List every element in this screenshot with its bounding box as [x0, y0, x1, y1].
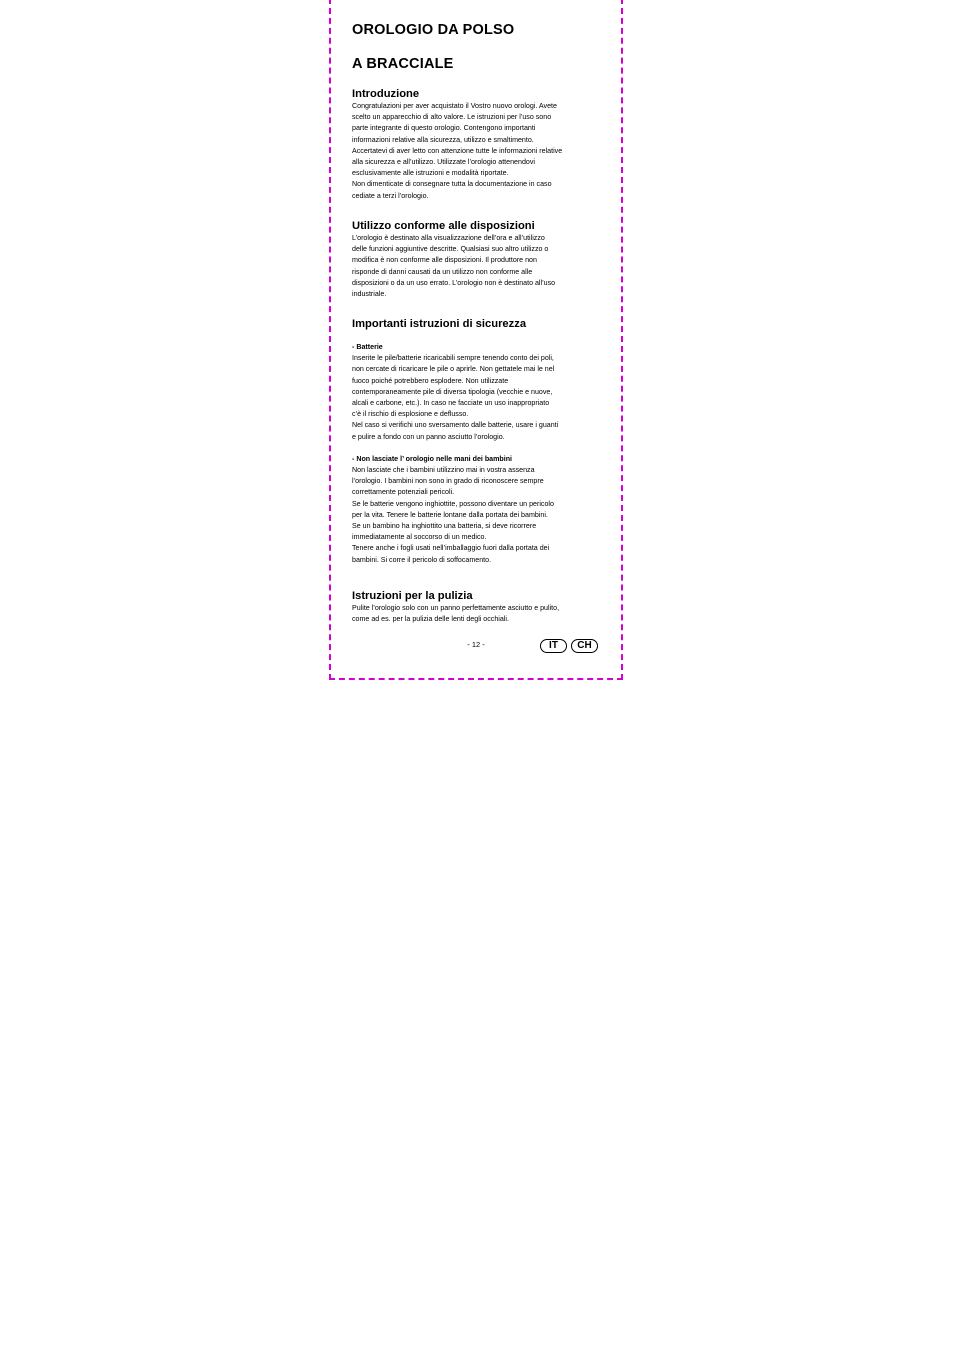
text-line: Accertatevi di aver letto con attenzione tutte le informazioni relative: [352, 146, 563, 155]
text-line: cediate a terzi l’orologio.: [352, 191, 429, 200]
page-number: - 12 -: [467, 640, 485, 649]
section-heading: Istruzioni per la pulizia: [352, 590, 473, 602]
section-pulizia: [352, 590, 606, 625]
text-line: Non dimenticate di consegnare tutta la documentazione in caso: [352, 180, 552, 189]
language-badge-it: IT: [540, 639, 567, 653]
text-line: Non lasciate che i bambini utilizzino mai in vostra assenza: [352, 466, 535, 475]
text-line: immediatamente al soccorso di un medico.: [352, 533, 487, 542]
text-line: parte integrante di questo orologio. Contengono importanti: [352, 124, 536, 133]
section-utilizzo-conforme: [352, 220, 606, 300]
text-line: per la vita. Tenere le batterie lontane dalla portata dei bambini.: [352, 510, 548, 519]
text-line: correttamente potenziali pericoli.: [352, 488, 455, 497]
language-badge-ch: CH: [571, 639, 598, 653]
section-heading: Utilizzo conforme alle disposizioni: [352, 220, 535, 232]
text-line: industriale.: [352, 290, 387, 299]
text-line: delle funzioni aggiuntive descritte. Qualsiasi suo altro utilizzo o: [352, 245, 549, 254]
text-line: Nel caso si verifichi uno sversamento dalle batterie, usare i guanti: [352, 421, 559, 430]
text-line: bambini. Si corre il pericolo di soffocamento.: [352, 555, 492, 564]
text-line: modifica è non conforme alle disposizioni. Il produttore non: [352, 256, 537, 265]
section-body: [352, 603, 606, 625]
subsection-body-batterie: [352, 353, 606, 443]
text-line: informazioni relative alla sicurezza, utilizzo e smaltimento.: [352, 135, 534, 144]
text-line: esclusivamente alle istruzioni e modalità riportate.: [352, 169, 509, 178]
subsection-heading-bambini: - Non lasciate l’ orologio nelle mani dei bambini: [352, 454, 513, 463]
text-line: l’orologio. I bambini non sono in grado di riconoscere sempre: [352, 477, 544, 486]
text-line: come ad es. per la pulizia delle lenti degli occhiali.: [352, 615, 509, 624]
text-line: non cercate di ricaricare le pile o aprirle. Non gettatele mai le nel: [352, 365, 555, 374]
section-sicurezza: [352, 318, 606, 566]
document-title-line-1: OROLOGIO DA POLSO: [352, 22, 515, 38]
text-line: Congratulazioni per aver acquistato il Vostro nuovo orologi. Avete: [352, 102, 557, 110]
text-line: e pulire a fondo con un panno asciutto l’orologio.: [352, 432, 505, 441]
text-line: risponde di danni causati da un utilizzo non conforme alle: [352, 267, 533, 276]
section-heading: Importanti istruzioni di sicurezza: [352, 318, 527, 330]
section-heading: Introduzione: [352, 88, 420, 100]
text-line: Pulite l’orologio solo con un panno perfettamente asciutto e pulito,: [352, 604, 560, 612]
text-line: contemporaneamente pile di diversa tipologia (vecchie e nuove,: [352, 387, 553, 396]
text-line: disposizioni o da un uso errato. L’orologio non è destinato all’uso: [352, 278, 556, 287]
section-introduzione: [352, 88, 606, 202]
language-badges: [540, 639, 598, 653]
text-line: c’è il rischio di esplosione e deflusso.: [352, 410, 469, 419]
manual-page: [329, 0, 623, 680]
section-body: [352, 101, 606, 202]
text-line: fuoco poiché potrebbero esplodere. Non utilizzate: [352, 376, 509, 385]
text-line: Se un bambino ha inghiottito una batteria, si deve ricorrere: [352, 522, 537, 531]
section-body: [352, 233, 606, 300]
text-line: alcali e carbone, etc.). In caso ne facciate un uso inappropriato: [352, 399, 550, 408]
text-line: Tenere anche i fogli usati nell’imballaggio fuori dalla portata dei: [352, 544, 550, 553]
text-line: Se le batterie vengono inghiottite, possono diventare un pericolo: [352, 499, 554, 508]
document-title-line-2: A BRACCIALE: [352, 56, 454, 72]
text-line: Inserite le pile/batterie ricaricabili sempre tenendo conto dei poli,: [352, 354, 554, 363]
subsection-heading-batterie: - Batterie: [352, 343, 383, 351]
text-line: alla sicurezza e all’utilizzo. Utilizzate l’orologio attenendovi: [352, 158, 535, 167]
text-line: L’orologio è destinato alla visualizzazione dell’ora e all’utilizzo: [352, 234, 545, 242]
text-line: scelto un apparecchio di alto valore. Le istruzioni per l’uso sono: [352, 113, 552, 122]
subsection-body-bambini: [352, 465, 606, 566]
